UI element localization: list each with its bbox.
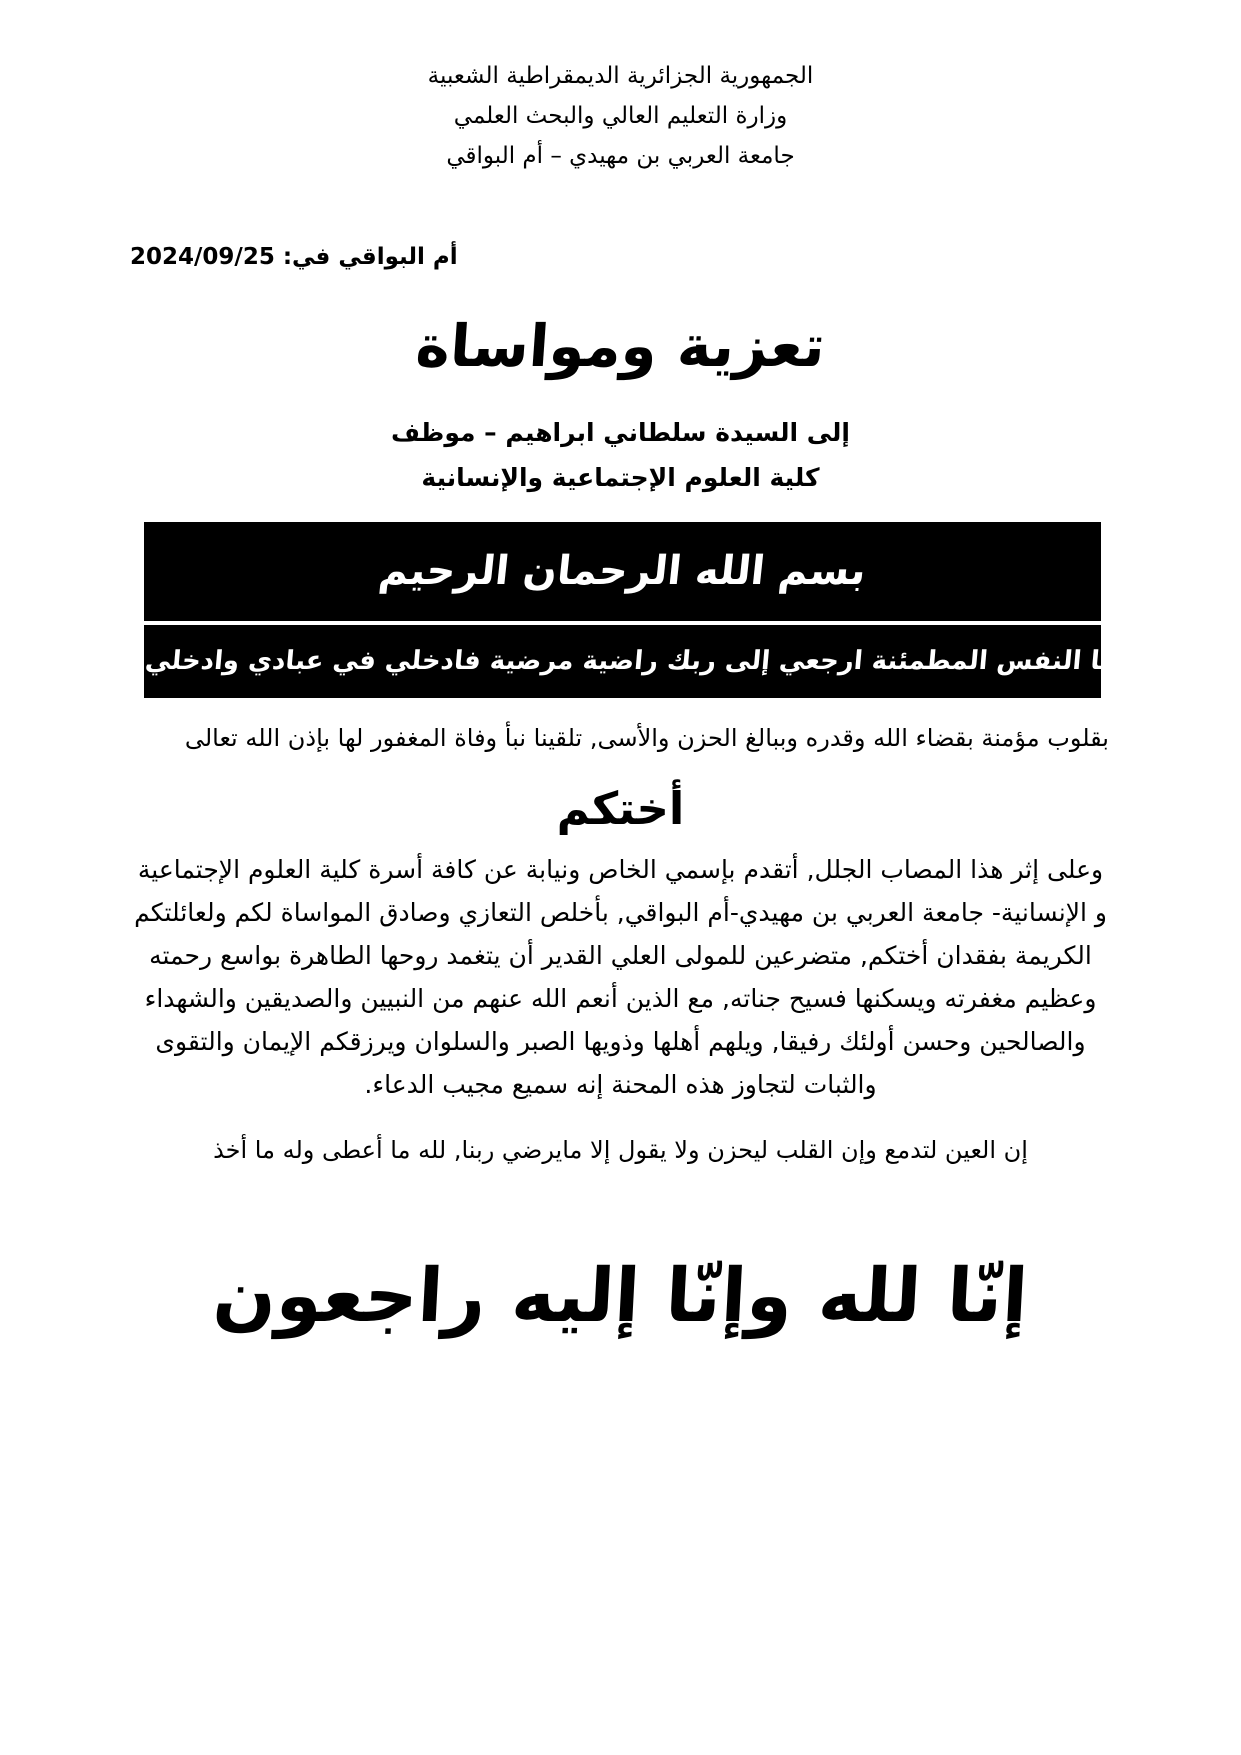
quran-verse-text: (يا أيتها النفس المطمئنة ارجعي إلى ربك راضية مرضية فادخلي في عبادي وادخلي جنتي) <box>56 646 1189 677</box>
quran-verse-banner <box>56 625 1189 698</box>
basmala-banner <box>144 522 1101 621</box>
sister-word: أختكم <box>556 781 685 835</box>
addressee-name-line: إلى السيدة سلطاني ابراهيم – موظف <box>391 417 850 447</box>
closing-istirja-phrase: إنّا لله وإنّا إليه راجعون <box>210 1253 1031 1340</box>
official-header <box>0 0 1241 176</box>
header-republic-line: الجمهورية الجزائرية الديمقراطية الشعبية <box>427 63 814 89</box>
intro-paragraph: بقلوب مؤمنة بقضاء الله وقدره وببالغ الحزن والأسى, تلقينا نبأ وفاة المغفور لها بإذن الله تعالى <box>184 723 1109 752</box>
condolence-paragraph: وعلى إثر هذا المصاب الجلل, أتقدم بإسمي الخاص ونيابة عن كافة أسرة كلية العلوم الإجتماعية و الإنسانية- جامعة العربي بن مهيدي-أم البواقي, بأخلص التعازي وصادق المواساة لكم ولعائلتكم الكريمة بفقدان أختكم, متضرعين للمولى العلي القدير أن يتغمد روحها الطاهرة بواسع رحمته وعظيم مغفرته ويسكنها فسيح جناته, مع الذين أنعم الله عنهم من النبيين والصديقين والشهداء والصالحين وحسن أولئك رفيقا, ويلهم أهلها وذويها الصبر والسلوان ويرزقكم الإيمان والتقوى والثبات لتجاوز هذه المحنة إنه سميع مجيب الدعاء. <box>134 855 1107 1100</box>
header-ministry-line: وزارة التعليم العالي والبحث العلمي <box>453 103 788 129</box>
page-title: تعزية ومواساة <box>413 312 828 380</box>
tears-paragraph: إن العين لتدمع وإن القلب ليحزن ولا يقول إلا مايرضي ربنا, لله ما أعطى وله ما أخذ <box>213 1136 1028 1165</box>
header-university-line: جامعة العربي بن مهيدي – أم البواقي <box>446 143 795 169</box>
addressee-faculty-line: كلية العلوم الإجتماعية والإنسانية <box>421 462 820 492</box>
date-line: أم البواقي في: 2024/09/25 <box>130 244 458 270</box>
basmala-text: بسم الله الرحمان الرحيم <box>376 548 869 595</box>
